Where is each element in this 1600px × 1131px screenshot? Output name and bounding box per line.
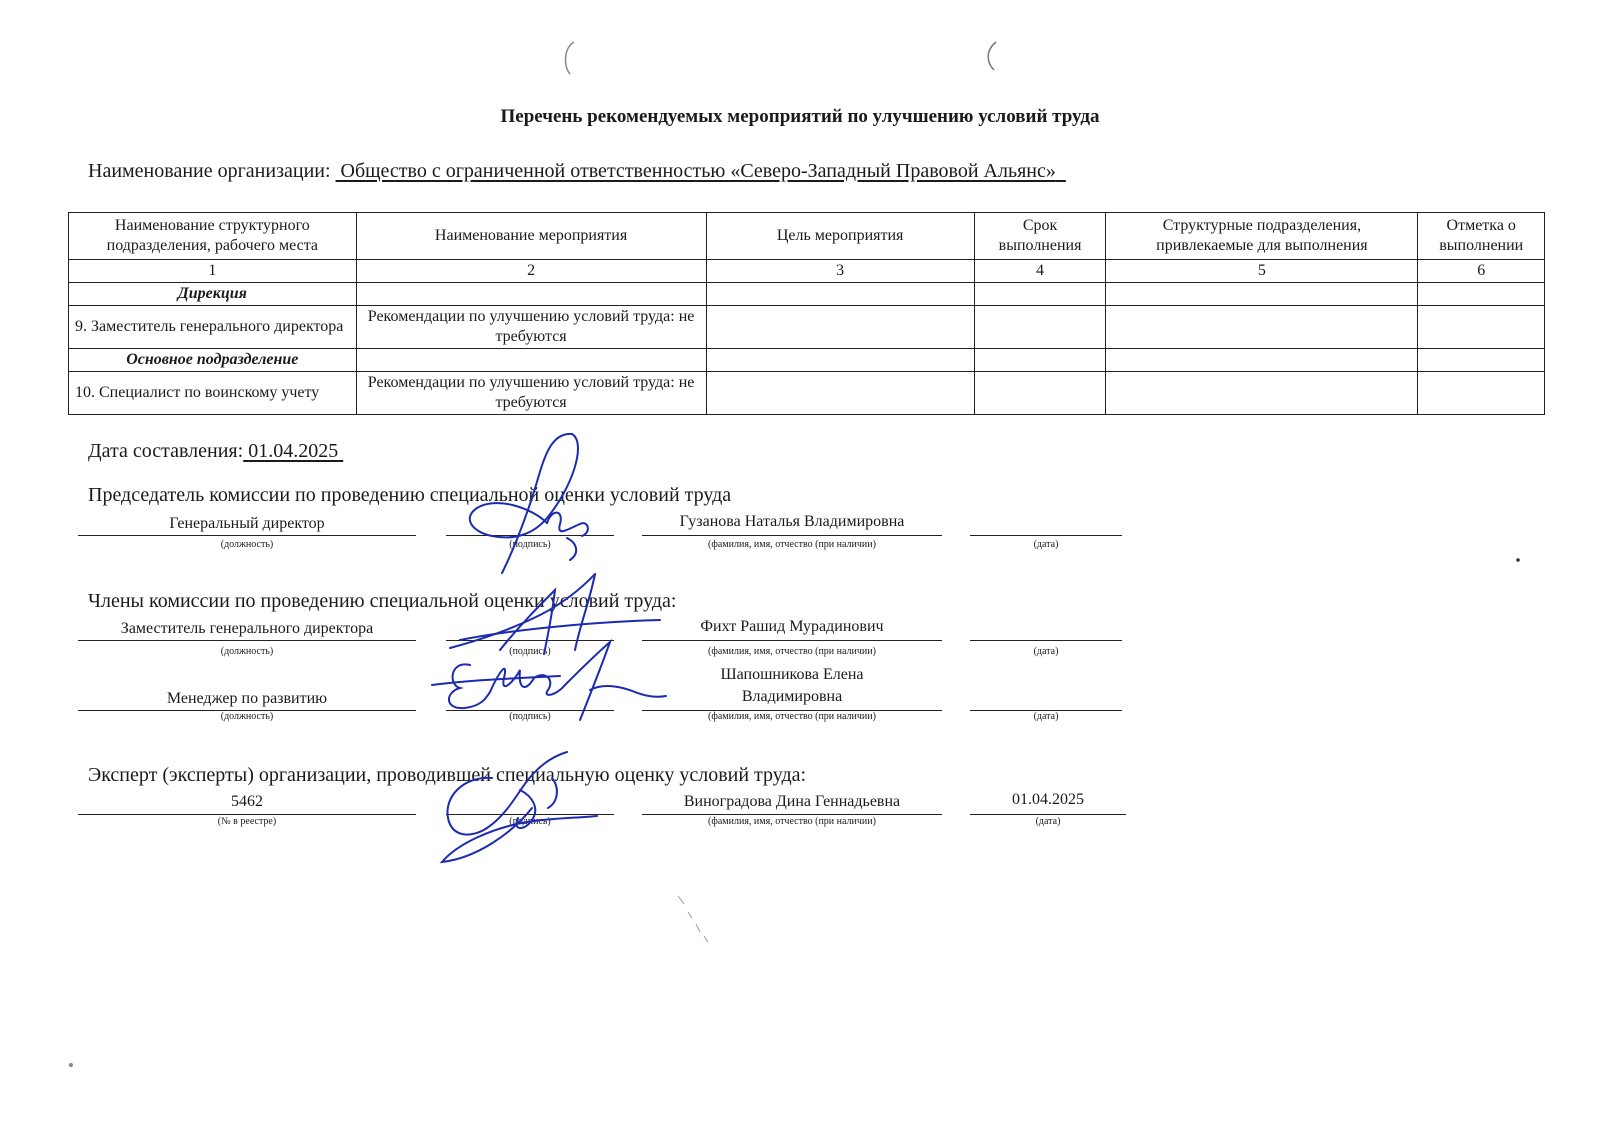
caption-signature: (подпись) <box>509 539 551 550</box>
scan-mark-right <box>982 38 1002 78</box>
caption-signature: (подпись) <box>509 646 551 657</box>
expert-name: Виноградова Дина Геннадьевна <box>683 793 901 810</box>
chairman-signature <box>452 428 602 578</box>
organization-label: Наименование организации: <box>88 160 331 182</box>
header-goal: Цель мероприятия <box>706 213 974 260</box>
header-deadline: Срок выполнения <box>974 213 1106 260</box>
caption-registry: (№ в реестре) <box>217 816 277 827</box>
member-position: Заместитель генерального директора <box>120 620 374 637</box>
section-name: Основное подразделение <box>69 349 357 372</box>
measures-table <box>68 212 1545 415</box>
caption-fio: (фамилия, имя, отчество (при наличии) <box>708 646 876 657</box>
caption-date: (дата) <box>1033 711 1059 722</box>
chairman-name: Гузанова Наталья Владимировна <box>679 513 905 530</box>
table-row <box>69 306 1545 349</box>
section-row <box>69 349 1545 372</box>
caption-position: (должность) <box>220 646 274 657</box>
expert-registry-number: 5462 <box>231 793 263 810</box>
header-completion: Отметка о выполнении <box>1418 213 1545 260</box>
caption-signature: (подпись) <box>509 711 551 722</box>
organization <box>88 160 1066 183</box>
column-number-row <box>69 260 1545 283</box>
document-title: Перечень рекомендуемых мероприятий по улучшению условий труда <box>500 106 1100 127</box>
member-signature-2 <box>430 630 670 725</box>
date-value: 01.04.2025 <box>248 440 339 462</box>
caption-date: (дата) <box>1033 646 1059 657</box>
workplace-cell: 10. Специалист по воинскому учету <box>69 372 357 415</box>
workplace-cell: 9. Заместитель генерального директора <box>69 306 357 349</box>
caption-signature: (подпись) <box>509 816 551 827</box>
scan-speck <box>676 894 712 944</box>
column-number: 5 <box>1106 260 1418 283</box>
members-heading: Члены комиссии по проведению специальной оценки условий труда: <box>88 590 677 612</box>
scan-speck <box>1514 556 1522 564</box>
measure-cell: Рекомендации по улучшению условий труда: не требуются <box>356 372 706 415</box>
measure-cell: Рекомендации по улучшению условий труда: не требуются <box>356 306 706 349</box>
header-workplace: Наименование структурного подразделения, рабочего места <box>69 213 357 260</box>
caption-position: (должность) <box>220 711 274 722</box>
member-position: Менеджер по развитию <box>166 690 328 707</box>
column-number: 3 <box>706 260 974 283</box>
scan-speck <box>66 1060 76 1070</box>
section-row <box>69 283 1545 306</box>
caption-fio: (фамилия, имя, отчество (при наличии) <box>708 816 876 827</box>
expert-date: 01.04.2025 <box>1012 791 1084 808</box>
member-name-line1: Шапошникова Елена <box>720 666 864 683</box>
chairman-heading: Председатель комиссии по проведению специальной оценки условий труда <box>88 484 732 506</box>
member-name: Фихт Рашид Мурадинович <box>700 618 884 635</box>
chairman-position: Генеральный директор <box>169 515 325 532</box>
date-label: Дата составления: <box>88 440 244 462</box>
column-number: 6 <box>1418 260 1545 283</box>
scan-mark-left <box>560 38 580 78</box>
caption-date: (дата) <box>1033 539 1059 550</box>
caption-position: (должность) <box>220 539 274 550</box>
caption-date: (дата) <box>1035 816 1061 827</box>
caption-fio: (фамилия, имя, отчество (при наличии) <box>708 539 876 550</box>
column-number: 1 <box>69 260 357 283</box>
member-name-line2: Владимировна <box>741 688 843 705</box>
column-number: 2 <box>356 260 706 283</box>
section-name: Дирекция <box>69 283 357 306</box>
caption-fio: (фамилия, имя, отчество (при наличии) <box>708 711 876 722</box>
header-measure: Наименование мероприятия <box>356 213 706 260</box>
table-header-row <box>69 213 1545 260</box>
table-row <box>69 372 1545 415</box>
compilation-date <box>88 440 343 463</box>
header-departments: Структурные подразделения, привлекаемые для выполнения <box>1106 213 1418 260</box>
expert-heading: Эксперт (эксперты) организации, проводившей специальную оценку условий труда: <box>88 764 807 786</box>
organization-name: Общество с ограниченной ответственностью «Северо-Западный Правовой Альянс» <box>340 160 1056 182</box>
column-number: 4 <box>974 260 1106 283</box>
expert-signature <box>432 748 602 866</box>
